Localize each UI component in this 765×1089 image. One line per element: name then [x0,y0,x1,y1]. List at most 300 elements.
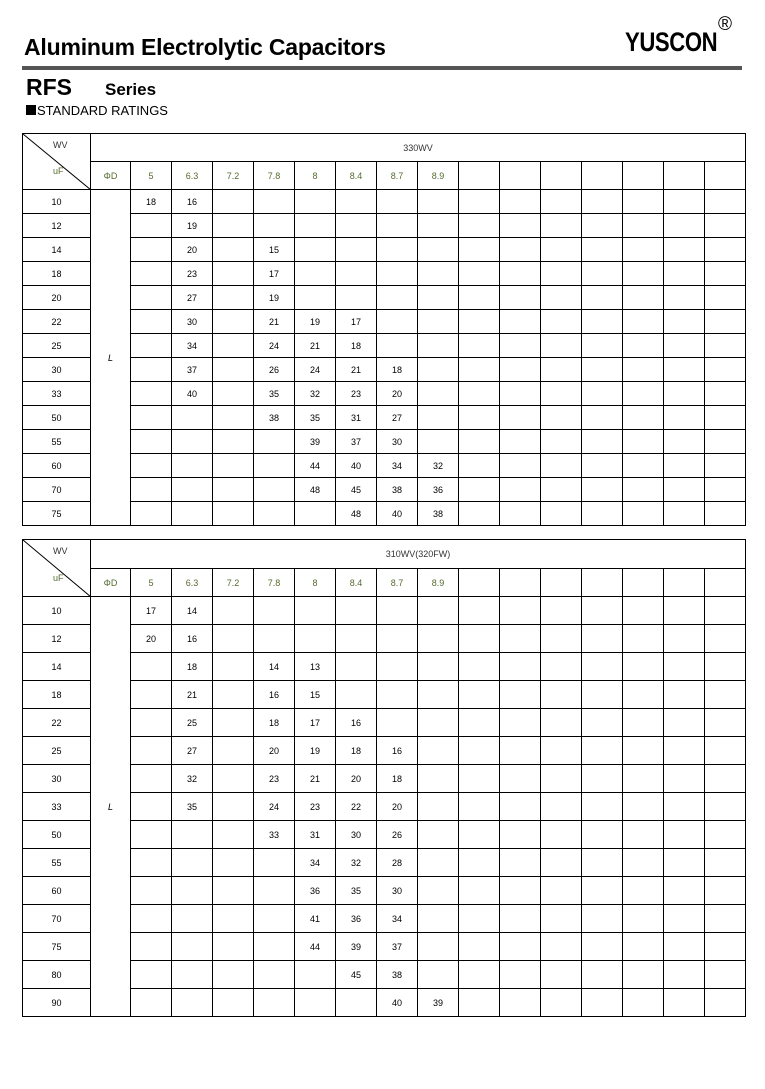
voltage-label: 310WV(320FW) [91,540,746,569]
diameter-header-cell [664,162,705,190]
length-value-cell [582,478,623,502]
diameter-header-cell: 7.8 [254,569,295,597]
capacitance-cell: 22 [23,709,91,737]
table-row [23,406,746,430]
length-value-cell [664,454,705,478]
capacitance-cell: 14 [23,238,91,262]
length-value-cell [213,961,254,989]
length-value-cell [582,681,623,709]
length-value-cell: 35 [254,382,295,406]
length-value-cell: 16 [254,681,295,709]
length-value-cell [705,406,746,430]
length-value-cell [172,502,213,526]
length-value-cell [664,358,705,382]
length-value-cell [213,382,254,406]
length-value-cell [582,382,623,406]
diameter-header-cell: 8.4 [336,569,377,597]
table-row [23,382,746,406]
length-value-cell [664,597,705,625]
length-value-cell [213,286,254,310]
length-value-cell: 34 [377,905,418,933]
capacitance-cell: 18 [23,262,91,286]
length-value-cell: 37 [172,358,213,382]
table-row [23,502,746,526]
length-value-cell: 17 [336,310,377,334]
length-value-cell [213,502,254,526]
length-value-cell [377,214,418,238]
length-value-cell [541,905,582,933]
voltage-label: 330WV [91,134,746,162]
length-value-cell: 14 [254,653,295,681]
table-row [23,310,746,334]
length-value-cell [541,653,582,681]
length-value-cell [254,430,295,454]
length-value-cell [131,681,172,709]
length-value-cell [541,454,582,478]
length-value-cell: 24 [254,793,295,821]
corner-header-cell [23,540,91,597]
length-value-cell [623,190,664,214]
length-value-cell [623,905,664,933]
length-value-cell [582,961,623,989]
length-value-cell [500,793,541,821]
diameter-header-cell: 5 [131,569,172,597]
length-value-cell: 18 [377,358,418,382]
length-value-cell [172,933,213,961]
length-value-cell [623,238,664,262]
length-value-cell [418,238,459,262]
length-value-cell [705,238,746,262]
length-value-cell [582,238,623,262]
table-row [23,454,746,478]
length-value-cell: 37 [336,430,377,454]
length-value-cell [623,709,664,737]
length-value-cell [459,737,500,765]
table-row [23,877,746,905]
length-value-cell [377,310,418,334]
length-value-cell [500,961,541,989]
length-value-cell [500,933,541,961]
diameter-header-cell: 7.8 [254,162,295,190]
length-value-cell: 28 [377,849,418,877]
length-value-cell [254,597,295,625]
length-value-cell [705,334,746,358]
length-value-cell [705,430,746,454]
diameter-header-cell: 6.3 [172,162,213,190]
length-value-cell [664,214,705,238]
length-value-cell [705,310,746,334]
length-value-cell [459,709,500,737]
length-value-cell [336,597,377,625]
capacitance-cell: 55 [23,849,91,877]
diameter-header-cell [500,569,541,597]
capacitance-cell: 22 [23,310,91,334]
length-value-cell [172,849,213,877]
length-label: L [91,597,131,1017]
length-value-cell [377,334,418,358]
length-value-cell: 23 [336,382,377,406]
length-value-cell: 36 [295,877,336,905]
diameter-header-cell: 8 [295,569,336,597]
bullet-square-icon [26,105,36,115]
length-value-cell: 35 [336,877,377,905]
length-value-cell [131,478,172,502]
length-value-cell [213,238,254,262]
length-value-cell: 30 [336,821,377,849]
length-value-cell [623,597,664,625]
diameter-header-cell: 7.2 [213,569,254,597]
length-value-cell [459,190,500,214]
length-value-cell [664,406,705,430]
length-value-cell [705,905,746,933]
length-value-cell [582,406,623,430]
length-value-cell [254,454,295,478]
length-value-cell [500,877,541,905]
length-value-cell [582,430,623,454]
length-value-cell [623,737,664,765]
length-value-cell: 20 [131,625,172,653]
table-row [23,709,746,737]
length-value-cell [541,597,582,625]
length-value-cell: 30 [377,877,418,905]
length-value-cell [623,406,664,430]
length-value-cell [541,821,582,849]
length-value-cell [541,478,582,502]
length-value-cell [418,849,459,877]
length-value-cell [623,262,664,286]
length-value-cell [541,989,582,1017]
length-value-cell [500,382,541,406]
length-value-cell [418,933,459,961]
length-value-cell: 30 [172,310,213,334]
length-value-cell [213,821,254,849]
diameter-header-cell: 8.4 [336,162,377,190]
capacitance-cell: 30 [23,765,91,793]
length-value-cell [705,793,746,821]
length-value-cell [295,286,336,310]
length-value-cell [295,625,336,653]
length-value-cell: 16 [172,625,213,653]
length-value-cell [131,502,172,526]
length-value-cell [418,625,459,653]
length-value-cell [459,502,500,526]
diameter-header-cell [541,162,582,190]
table-row [23,190,746,214]
length-value-cell [541,793,582,821]
length-value-cell [500,625,541,653]
length-value-cell: 31 [336,406,377,430]
length-value-cell [623,334,664,358]
length-value-cell [705,849,746,877]
length-value-cell: 17 [254,262,295,286]
length-value-cell [418,709,459,737]
length-value-cell [500,406,541,430]
length-value-cell [213,905,254,933]
length-value-cell [131,262,172,286]
length-value-cell [664,877,705,905]
length-value-cell: 14 [172,597,213,625]
length-value-cell [418,597,459,625]
length-value-cell [459,625,500,653]
capacitance-cell: 50 [23,406,91,430]
length-value-cell [664,961,705,989]
length-value-cell [582,454,623,478]
table-row [23,286,746,310]
length-value-cell [418,262,459,286]
length-value-cell [582,502,623,526]
length-value-cell [541,681,582,709]
length-value-cell [459,454,500,478]
capacitance-cell: 60 [23,454,91,478]
length-value-cell [213,793,254,821]
length-value-cell: 20 [377,793,418,821]
voltage-header-row [23,540,746,569]
length-value-cell [131,737,172,765]
length-value-cell: 15 [295,681,336,709]
length-value-cell: 38 [377,961,418,989]
capacitance-cell: 50 [23,821,91,849]
length-value-cell [664,478,705,502]
length-value-cell [254,989,295,1017]
length-value-cell [582,262,623,286]
capacitance-cell: 80 [23,961,91,989]
corner-header-cell [23,134,91,190]
phi-d-label: ΦD [91,162,131,190]
length-value-cell: 48 [336,502,377,526]
length-value-cell [172,961,213,989]
table-row [23,905,746,933]
length-value-cell: 16 [336,709,377,737]
length-value-cell: 13 [295,653,336,681]
length-value-cell: 32 [418,454,459,478]
length-value-cell [459,821,500,849]
length-value-cell: 27 [172,737,213,765]
length-value-cell [459,382,500,406]
length-value-cell [582,905,623,933]
length-value-cell [623,877,664,905]
wv-label: WV [53,546,68,556]
length-value-cell [295,262,336,286]
length-value-cell: 23 [172,262,213,286]
length-value-cell [705,653,746,681]
capacitance-cell: 20 [23,286,91,310]
table-row [23,358,746,382]
length-value-cell [418,821,459,849]
length-value-cell [254,190,295,214]
length-value-cell [623,653,664,681]
table-row [23,597,746,625]
length-value-cell [213,681,254,709]
ratings-table-310wv [22,539,746,1017]
length-value-cell: 18 [336,334,377,358]
length-value-cell [623,478,664,502]
length-value-cell [459,406,500,430]
capacitance-cell: 55 [23,430,91,454]
length-value-cell [664,681,705,709]
length-value-cell [500,821,541,849]
length-value-cell [705,989,746,1017]
length-value-cell [418,214,459,238]
length-value-cell [664,190,705,214]
length-value-cell [664,653,705,681]
length-value-cell [705,190,746,214]
length-value-cell [623,961,664,989]
length-value-cell [582,334,623,358]
length-value-cell [336,653,377,681]
length-value-cell [459,765,500,793]
capacitance-cell: 75 [23,933,91,961]
length-value-cell [664,382,705,406]
uf-label: uF [53,573,64,583]
length-value-cell [541,502,582,526]
length-value-cell: 34 [377,454,418,478]
length-value-cell [459,286,500,310]
capacitance-cell: 25 [23,334,91,358]
length-value-cell [541,709,582,737]
length-value-cell [172,821,213,849]
length-value-cell [664,625,705,653]
length-value-cell: 35 [295,406,336,430]
length-value-cell: 24 [254,334,295,358]
capacitance-cell: 12 [23,214,91,238]
length-value-cell: 20 [254,737,295,765]
length-value-cell [541,358,582,382]
length-value-cell [418,905,459,933]
length-value-cell: 18 [131,190,172,214]
length-value-cell [418,793,459,821]
length-value-cell [705,358,746,382]
length-value-cell [418,310,459,334]
length-value-cell [131,214,172,238]
capacitance-cell: 10 [23,190,91,214]
diameter-header-cell: 7.2 [213,162,254,190]
length-value-cell: 17 [131,597,172,625]
length-value-cell [664,905,705,933]
length-value-cell [623,502,664,526]
length-value-cell: 19 [254,286,295,310]
diameter-header-cell [705,162,746,190]
length-value-cell [459,961,500,989]
length-value-cell: 38 [377,478,418,502]
table-row [23,681,746,709]
length-value-cell: 48 [295,478,336,502]
length-value-cell [336,262,377,286]
length-value-cell [623,382,664,406]
diameter-header-cell: 8.7 [377,569,418,597]
length-value-cell [664,989,705,1017]
length-value-cell [541,933,582,961]
length-value-cell [541,625,582,653]
length-value-cell [131,877,172,905]
length-value-cell [459,214,500,238]
series-code: RFS [26,74,72,100]
diameter-header-cell: 8.9 [418,162,459,190]
length-value-cell [131,358,172,382]
length-value-cell: 23 [295,793,336,821]
length-value-cell [418,406,459,430]
length-value-cell [664,334,705,358]
length-value-cell [213,737,254,765]
length-value-cell [295,190,336,214]
length-value-cell [582,310,623,334]
length-value-cell [459,653,500,681]
length-value-cell: 35 [172,793,213,821]
registered-mark: ® [718,14,732,35]
length-value-cell [131,406,172,430]
diameter-header-cell: 8.7 [377,162,418,190]
length-value-cell [418,737,459,765]
diameter-header-cell: 8.9 [418,569,459,597]
voltage-header-row [23,134,746,162]
length-value-cell [705,709,746,737]
table-row [23,765,746,793]
table-row [23,793,746,821]
length-value-cell [500,310,541,334]
length-value-cell: 18 [254,709,295,737]
capacitance-cell: 12 [23,625,91,653]
length-value-cell [582,653,623,681]
length-value-cell [705,454,746,478]
diameter-header-row [23,162,746,190]
length-value-cell [664,286,705,310]
length-value-cell [664,849,705,877]
length-value-cell [336,625,377,653]
length-value-cell [664,737,705,765]
capacitance-cell: 18 [23,681,91,709]
length-value-cell [500,238,541,262]
length-value-cell [541,262,582,286]
length-value-cell [541,286,582,310]
table-row [23,625,746,653]
length-value-cell [336,286,377,310]
length-value-cell [623,933,664,961]
diameter-header-cell [500,162,541,190]
length-value-cell [213,190,254,214]
length-value-cell [459,989,500,1017]
length-value-cell [418,681,459,709]
length-value-cell [664,502,705,526]
length-value-cell [541,214,582,238]
table-row [23,737,746,765]
length-value-cell [213,454,254,478]
length-value-cell [459,478,500,502]
length-value-cell: 16 [377,737,418,765]
length-value-cell [500,709,541,737]
table-row [23,238,746,262]
length-value-cell [254,502,295,526]
length-value-cell [131,310,172,334]
length-value-cell [541,765,582,793]
diameter-header-cell [459,569,500,597]
length-value-cell [582,793,623,821]
length-value-cell [582,625,623,653]
length-value-cell [541,190,582,214]
capacitance-cell: 33 [23,382,91,406]
length-value-cell: 40 [377,502,418,526]
length-value-cell [213,358,254,382]
length-value-cell [705,214,746,238]
table-row [23,821,746,849]
length-value-cell [172,905,213,933]
table-row [23,262,746,286]
length-value-cell: 21 [295,334,336,358]
length-value-cell [541,849,582,877]
length-value-cell [377,653,418,681]
length-value-cell [500,597,541,625]
length-value-cell: 40 [377,989,418,1017]
length-value-cell [131,653,172,681]
length-value-cell [418,286,459,310]
